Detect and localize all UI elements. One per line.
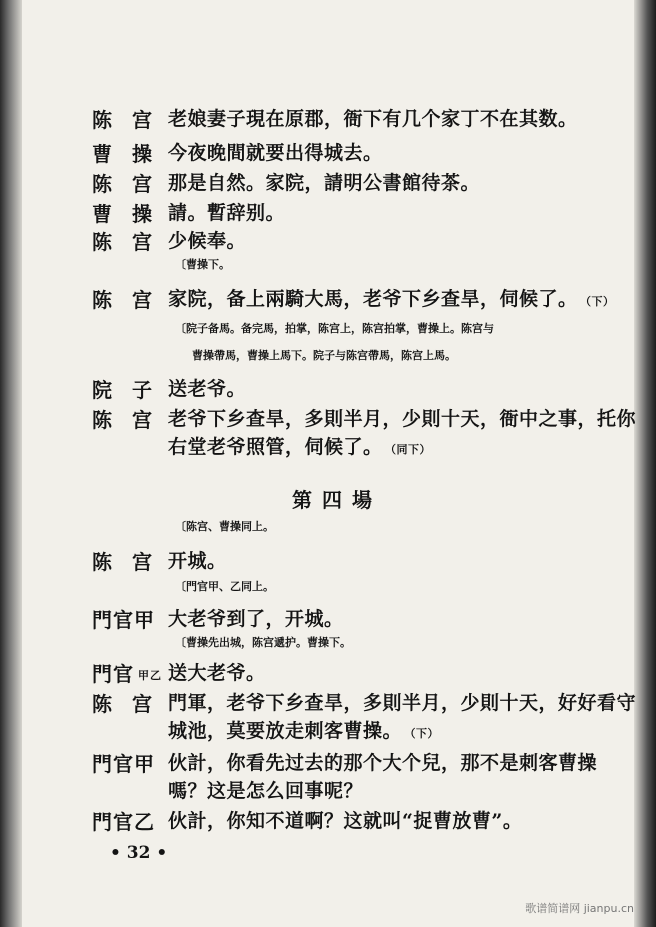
stage-direction: 〔曹操先出城，陈宫遞护。曹操下。 <box>175 636 351 649</box>
speaker: 門官 甲乙 <box>92 662 162 686</box>
stage-direction: 〔門官甲、乙同上。 <box>175 580 274 593</box>
page-number: • 32 • <box>110 843 168 863</box>
speaker: 曹操 <box>92 142 172 166</box>
stage-direction: 〔陈宫、曹操同上。 <box>175 520 274 533</box>
dialogue: 老爷下乡查旱，多則半月，少則十天，衙中之事，托你 <box>168 408 637 430</box>
dialogue: 右堂老爷照管，伺候了。 （同下） <box>168 436 432 458</box>
speaker: 陈宫 <box>92 172 172 196</box>
stage-direction: 曹操帶馬，曹操上馬下。院子与陈宫帶馬，陈宫上馬。 <box>192 349 456 362</box>
dialogue: 請。暫辞别。 <box>168 202 286 224</box>
exit-note: （同下） <box>390 443 432 456</box>
site-watermark: 歌谱简谱网 jianpu.cn <box>525 902 634 915</box>
speaker: 陈宫 <box>92 288 172 312</box>
speaker: 門官甲 <box>92 608 155 632</box>
speaker: 院子 <box>92 378 172 402</box>
dialogue: 大老爷到了，开城。 <box>168 608 344 630</box>
dialogue: 老娘妻子現在原郡，衙下有几个家丁不在其数。 <box>168 108 578 130</box>
speaker: 陈宫 <box>92 108 172 132</box>
speaker-subscript: 甲乙 <box>138 668 162 682</box>
dialogue: 送大老爷。 <box>168 662 266 684</box>
dialogue: 少候奉。 <box>168 230 247 252</box>
speaker: 陈宫 <box>92 230 172 254</box>
stage-direction: 〔院子备馬。备完馬，拍掌，陈宫上，陈宫拍掌，曹操上。陈宫与 <box>175 322 494 335</box>
speaker: 陈宫 <box>92 408 172 432</box>
speaker: 門官乙 <box>92 810 155 834</box>
exit-note: （下） <box>410 727 440 740</box>
scene-title: 第四場 <box>292 488 382 512</box>
dialogue: 嗎？这是怎么回事呢？ <box>168 780 364 802</box>
speaker: 曹操 <box>92 202 172 226</box>
dialogue: 送老爷。 <box>168 378 247 400</box>
dialogue: 开城。 <box>168 550 227 572</box>
dialogue: 城池，莫要放走刺客曹操。 （下） <box>168 720 440 742</box>
dialogue: 那是自然。家院，請明公書館待茶。 <box>168 172 481 194</box>
dialogue: 伙計，你看先过去的那个大个兒，那不是刺客曹操 <box>168 752 598 774</box>
exit-note: （下） <box>585 295 615 308</box>
speaker: 陈宫 <box>92 692 172 716</box>
speaker: 陈宫 <box>92 550 172 574</box>
scan-right-edge <box>634 0 656 927</box>
dialogue: 門軍，老爷下乡查旱，多則半月，少則十天，好好看守 <box>168 692 637 714</box>
scan-left-edge <box>0 0 22 927</box>
stage-direction: 〔曹操下。 <box>175 258 230 271</box>
speaker: 門官甲 <box>92 752 155 776</box>
dialogue: 家院，备上兩騎大馬，老爷下乡查旱，伺候了。 （下） <box>168 288 615 310</box>
dialogue: 今夜晚間就要出得城去。 <box>168 142 383 164</box>
dialogue: 伙計，你知不道啊？这就叫“捉曹放曹”。 <box>168 810 523 832</box>
